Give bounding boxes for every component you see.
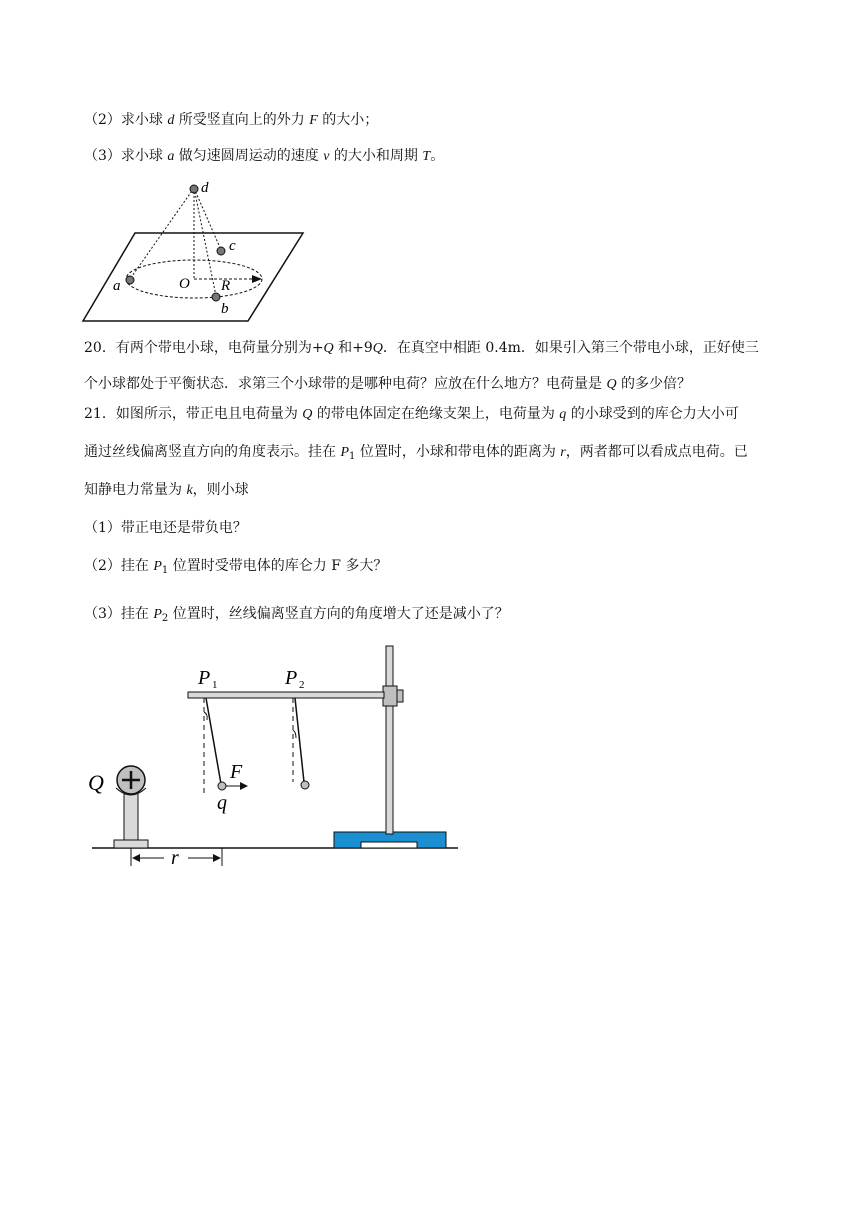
label-r: r bbox=[171, 847, 179, 869]
text: 。 bbox=[430, 148, 445, 164]
label-c: c bbox=[229, 238, 236, 254]
q21-line1 bbox=[84, 404, 739, 425]
var: Q bbox=[323, 341, 334, 356]
var: P bbox=[340, 445, 350, 460]
thread-p2 bbox=[295, 698, 304, 782]
text: ．在真空中相距 0.4m．如果引入第三个带电小球，正好使三 bbox=[382, 340, 759, 356]
text: 位置时，小球和带电体的距离为 bbox=[355, 444, 561, 460]
ball-q bbox=[218, 782, 226, 790]
text: ，两者都可以看成点电荷。已 bbox=[565, 444, 748, 460]
var: k bbox=[186, 483, 193, 498]
q21-figure bbox=[80, 640, 470, 875]
text: 所受竖直向上的外力 bbox=[174, 112, 310, 128]
q21-line3 bbox=[84, 480, 249, 501]
ball-b bbox=[212, 293, 220, 301]
label-b: b bbox=[221, 301, 229, 317]
text: ，则小球 bbox=[192, 482, 249, 498]
var: T bbox=[422, 149, 431, 164]
text: 位置时受带电体的库仑力 F 多大？ bbox=[168, 558, 388, 574]
var: Q bbox=[606, 377, 617, 392]
q19-part2 bbox=[84, 110, 378, 131]
var: Q bbox=[302, 407, 313, 422]
subscript: 1 bbox=[349, 451, 356, 462]
ball-a bbox=[126, 276, 134, 284]
text: （2）挂在 bbox=[84, 558, 154, 574]
text: 的小球受到的库仑力大小可 bbox=[566, 406, 739, 422]
var: r bbox=[560, 445, 566, 460]
label-R: R bbox=[221, 278, 231, 294]
label-P2: P bbox=[285, 667, 298, 689]
var: q bbox=[559, 407, 567, 422]
var: P bbox=[153, 607, 162, 622]
text: 的大小和周期 bbox=[329, 148, 423, 164]
label-q: q bbox=[217, 792, 227, 814]
text: 知静电力常量为 bbox=[84, 482, 187, 498]
label-P1-sub: 1 bbox=[212, 679, 218, 691]
thread-p1 bbox=[206, 698, 221, 784]
label-d: d bbox=[201, 180, 209, 196]
text: 21．如图所示，带正电且电荷量为 bbox=[84, 406, 303, 422]
ball-p2 bbox=[301, 781, 309, 789]
text: 的大小； bbox=[317, 112, 379, 128]
q20-line2 bbox=[84, 374, 691, 395]
q19-part3 bbox=[84, 146, 444, 167]
text: 的带电体固定在绝缘支架上，电荷量为 bbox=[312, 406, 560, 422]
label-Q: Q bbox=[88, 770, 104, 795]
stand-clamp bbox=[383, 686, 397, 706]
horizontal-bar bbox=[188, 692, 384, 698]
q19-figure bbox=[80, 176, 310, 326]
stand-rod bbox=[386, 646, 393, 834]
text: 个小球都处于平衡状态．求第三个小球带的是哪种电荷？应放在什么地方？电荷量是 bbox=[84, 376, 607, 392]
text: （3）求小球 bbox=[84, 148, 168, 164]
ball-c bbox=[217, 247, 225, 255]
var: v bbox=[323, 149, 330, 164]
text: 的多少倍？ bbox=[616, 376, 692, 392]
label-P1: P bbox=[198, 667, 211, 689]
label-a: a bbox=[113, 278, 121, 294]
q21-line2 bbox=[84, 442, 748, 463]
q21-part2 bbox=[84, 556, 387, 577]
var: Q bbox=[372, 341, 383, 356]
label-P2-sub: 2 bbox=[299, 679, 305, 691]
subscript: 2 bbox=[161, 613, 169, 624]
q21-part3 bbox=[84, 604, 509, 625]
text: 和+9 bbox=[333, 340, 373, 356]
subscript: 1 bbox=[161, 565, 169, 576]
text: 做匀速圆周运动的速度 bbox=[174, 148, 324, 164]
text: （3）挂在 bbox=[84, 606, 154, 622]
plane bbox=[83, 233, 303, 321]
text: 20．有两个带电小球，电荷量分别为+ bbox=[84, 340, 324, 356]
text: （2）求小球 bbox=[84, 112, 168, 128]
ball-d bbox=[190, 185, 198, 193]
q20-line1 bbox=[84, 338, 759, 359]
q21-part1: （1）带正电还是带负电？ bbox=[84, 520, 247, 536]
text: 通过丝线偏离竖直方向的角度表示。挂在 bbox=[84, 444, 341, 460]
label-O: O bbox=[179, 276, 190, 292]
var: d bbox=[167, 113, 175, 128]
support-base bbox=[114, 840, 148, 848]
text: 位置时，丝线偏离竖直方向的角度增大了还是减小了？ bbox=[168, 606, 509, 622]
var: a bbox=[167, 149, 175, 164]
label-F: F bbox=[230, 761, 243, 783]
var: F bbox=[309, 113, 318, 128]
support-post bbox=[124, 792, 138, 840]
var: P bbox=[153, 559, 162, 574]
